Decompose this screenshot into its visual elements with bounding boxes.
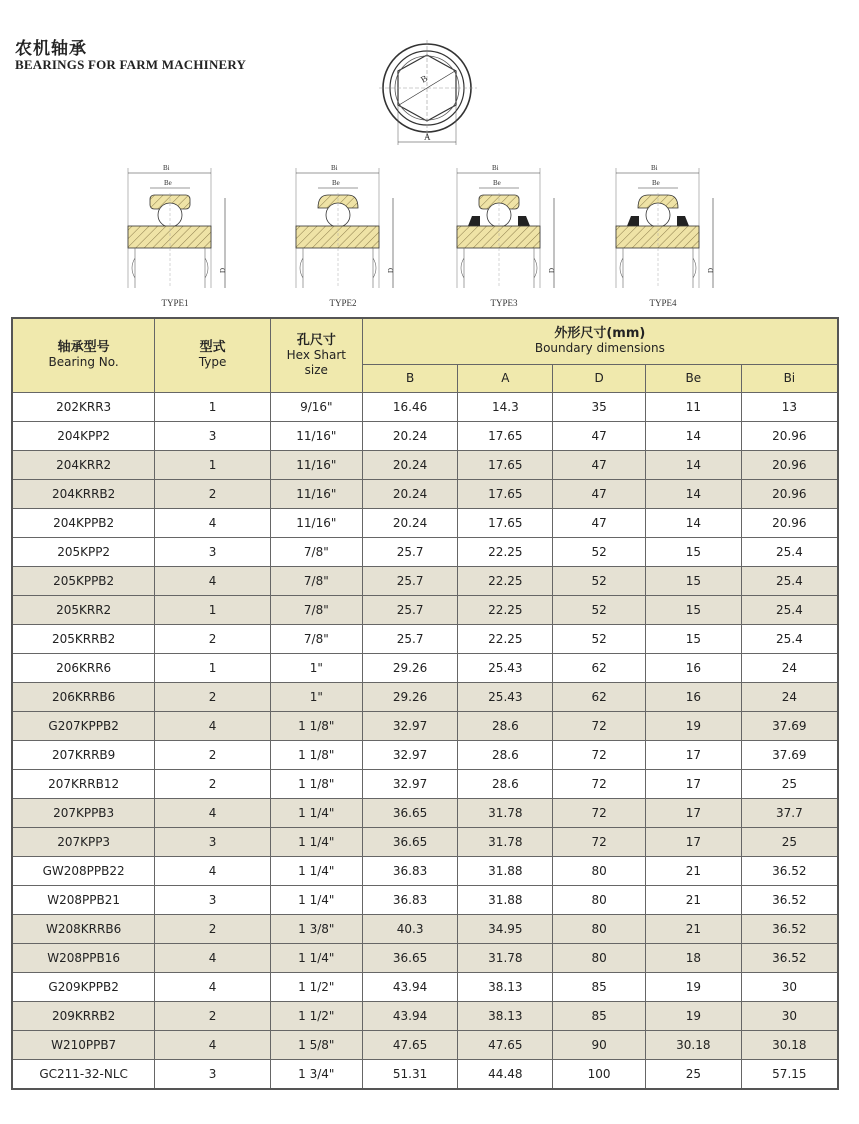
cell-dim-b: 29.26 (362, 682, 458, 711)
cell-dim-be: 19 (645, 711, 741, 740)
cell-bearing-no: 204KRR2 (12, 450, 155, 479)
cell-bearing-no: 205KPPB2 (12, 566, 155, 595)
type3-diagram (444, 158, 564, 308)
cell-dim-be: 15 (645, 566, 741, 595)
cell-dim-b: 32.97 (362, 769, 458, 798)
cell-dim-bi: 13 (741, 392, 838, 421)
cell-dim-be: 17 (645, 798, 741, 827)
cell-bearing-no: 204KRRB2 (12, 479, 155, 508)
cell-hex-size: 7/8" (270, 624, 362, 653)
cell-dim-be: 15 (645, 595, 741, 624)
cell-hex-size: 1 1/4" (270, 943, 362, 972)
cell-bearing-no: 209KRRB2 (12, 1001, 155, 1030)
cell-dim-b: 32.97 (362, 711, 458, 740)
cell-dim-b: 25.7 (362, 566, 458, 595)
cell-dim-b: 36.83 (362, 856, 458, 885)
cell-bearing-no: G209KPPB2 (12, 972, 155, 1001)
cell-bearing-no: 207KPPB3 (12, 798, 155, 827)
cell-type: 1 (155, 653, 271, 682)
cell-bearing-no: W208PPB16 (12, 943, 155, 972)
cell-dim-a: 31.88 (458, 885, 553, 914)
page-title-english: BEARINGS FOR FARM MACHINERY (15, 57, 247, 72)
type2-diagram (283, 158, 403, 308)
cell-dim-be: 14 (645, 421, 741, 450)
cell-hex-size: 7/8" (270, 566, 362, 595)
cell-bearing-no: 205KRR2 (12, 595, 155, 624)
cell-type: 1 (155, 595, 271, 624)
cell-dim-b: 32.97 (362, 740, 458, 769)
table-row (12, 943, 838, 972)
table-row (12, 595, 838, 624)
cell-type: 2 (155, 1001, 271, 1030)
cell-dim-d: 72 (553, 740, 646, 769)
cell-bearing-no: 206KRR6 (12, 653, 155, 682)
cell-dim-be: 16 (645, 682, 741, 711)
cell-dim-be: 17 (645, 827, 741, 856)
cell-hex-size: 7/8" (270, 537, 362, 566)
cell-dim-b: 20.24 (362, 479, 458, 508)
cell-dim-a: 38.13 (458, 972, 553, 1001)
cell-type: 4 (155, 566, 271, 595)
cell-hex-size: 11/16" (270, 508, 362, 537)
cell-dim-be: 14 (645, 508, 741, 537)
cell-hex-size: 1 1/4" (270, 827, 362, 856)
cell-dim-d: 47 (553, 450, 646, 479)
cell-bearing-no: 207KRRB12 (12, 769, 155, 798)
table-row (12, 508, 838, 537)
cell-dim-b: 16.46 (362, 392, 458, 421)
cell-dim-d: 35 (553, 392, 646, 421)
cell-dim-bi: 36.52 (741, 856, 838, 885)
cell-dim-be: 14 (645, 450, 741, 479)
cell-dim-a: 28.6 (458, 769, 553, 798)
svg-text:Bi: Bi (331, 164, 338, 172)
cell-bearing-no: W210PPB7 (12, 1030, 155, 1059)
cell-dim-a: 14.3 (458, 392, 553, 421)
cell-dim-b: 25.7 (362, 537, 458, 566)
table-row (12, 1001, 838, 1030)
cell-bearing-no: 204KPPB2 (12, 508, 155, 537)
svg-text:Bi: Bi (163, 164, 170, 172)
table-row (12, 827, 838, 856)
table-row (12, 1059, 838, 1089)
cell-bearing-no: 206KRRB6 (12, 682, 155, 711)
cell-dim-be: 21 (645, 914, 741, 943)
cell-dim-d: 80 (553, 943, 646, 972)
table-row (12, 566, 838, 595)
header-a: A (458, 364, 553, 392)
cell-hex-size: 1" (270, 682, 362, 711)
cell-dim-d: 72 (553, 711, 646, 740)
cell-dim-a: 25.43 (458, 653, 553, 682)
cell-type: 4 (155, 943, 271, 972)
cell-dim-b: 29.26 (362, 653, 458, 682)
table-row (12, 856, 838, 885)
cell-bearing-no: 202KRR3 (12, 392, 155, 421)
table-row (12, 914, 838, 943)
svg-text:D: D (548, 267, 556, 273)
cell-dim-a: 31.88 (458, 856, 553, 885)
cell-dim-b: 25.7 (362, 624, 458, 653)
cell-dim-b: 43.94 (362, 1001, 458, 1030)
cell-hex-size: 1 3/4" (270, 1059, 362, 1089)
cell-dim-a: 28.6 (458, 740, 553, 769)
header-hex-size: 孔尺寸 Hex Shart size (270, 318, 362, 392)
cell-bearing-no: 207KRRB9 (12, 740, 155, 769)
type2-label: TYPE2 (329, 298, 357, 308)
table-body (12, 392, 838, 1089)
cell-dim-d: 90 (553, 1030, 646, 1059)
cell-dim-bi: 37.69 (741, 711, 838, 740)
svg-text:Bi: Bi (492, 164, 499, 172)
cell-dim-b: 36.65 (362, 798, 458, 827)
cell-hex-size: 11/16" (270, 421, 362, 450)
cell-dim-a: 22.25 (458, 566, 553, 595)
cell-dim-a: 28.6 (458, 711, 553, 740)
cell-hex-size: 1 1/8" (270, 711, 362, 740)
cell-dim-b: 51.31 (362, 1059, 458, 1089)
cell-dim-d: 80 (553, 885, 646, 914)
cell-dim-bi: 24 (741, 653, 838, 682)
cell-type: 4 (155, 508, 271, 537)
cell-dim-d: 72 (553, 769, 646, 798)
cell-bearing-no: 204KPP2 (12, 421, 155, 450)
cell-dim-be: 21 (645, 856, 741, 885)
cell-dim-b: 40.3 (362, 914, 458, 943)
cell-dim-bi: 25.4 (741, 624, 838, 653)
cell-dim-be: 25 (645, 1059, 741, 1089)
cell-dim-a: 25.43 (458, 682, 553, 711)
cell-dim-d: 52 (553, 595, 646, 624)
cell-dim-be: 17 (645, 769, 741, 798)
cell-dim-bi: 57.15 (741, 1059, 838, 1089)
svg-text:Be: Be (652, 179, 660, 187)
cell-dim-d: 52 (553, 624, 646, 653)
cell-dim-be: 30.18 (645, 1030, 741, 1059)
cell-bearing-no: G207KPPB2 (12, 711, 155, 740)
cell-dim-d: 47 (553, 421, 646, 450)
cell-type: 4 (155, 798, 271, 827)
cell-dim-bi: 36.52 (741, 885, 838, 914)
cell-dim-d: 72 (553, 827, 646, 856)
cell-dim-b: 20.24 (362, 421, 458, 450)
cell-dim-bi: 37.69 (741, 740, 838, 769)
cell-dim-d: 72 (553, 798, 646, 827)
svg-text:Bi: Bi (651, 164, 658, 172)
table-row (12, 885, 838, 914)
cell-hex-size: 7/8" (270, 595, 362, 624)
cell-hex-size: 1 1/4" (270, 856, 362, 885)
cell-dim-a: 38.13 (458, 1001, 553, 1030)
cell-dim-a: 34.95 (458, 914, 553, 943)
cell-type: 1 (155, 392, 271, 421)
cell-bearing-no: 205KRRB2 (12, 624, 155, 653)
cell-dim-d: 80 (553, 914, 646, 943)
type4-diagram (603, 158, 723, 308)
svg-text:Be: Be (164, 179, 172, 187)
cell-dim-a: 22.25 (458, 624, 553, 653)
cell-hex-size: 9/16" (270, 392, 362, 421)
table-row (12, 740, 838, 769)
type4-bearing-icon (603, 158, 723, 298)
type3-label: TYPE3 (490, 298, 518, 308)
ring-bore-diagram (377, 30, 482, 148)
table-row (12, 769, 838, 798)
cell-type: 4 (155, 711, 271, 740)
cell-dim-a: 17.65 (458, 508, 553, 537)
cell-type: 1 (155, 450, 271, 479)
cell-type: 2 (155, 624, 271, 653)
cell-dim-a: 22.25 (458, 537, 553, 566)
cell-type: 2 (155, 914, 271, 943)
cell-dim-bi: 30 (741, 972, 838, 1001)
cell-dim-d: 85 (553, 972, 646, 1001)
cell-dim-a: 17.65 (458, 479, 553, 508)
table-row (12, 682, 838, 711)
svg-text:Be: Be (332, 179, 340, 187)
cell-dim-d: 80 (553, 856, 646, 885)
type3-bearing-icon (444, 158, 564, 298)
cell-type: 2 (155, 769, 271, 798)
cell-bearing-no: GW208PPB22 (12, 856, 155, 885)
cell-dim-b: 47.65 (362, 1030, 458, 1059)
cell-dim-a: 31.78 (458, 798, 553, 827)
cell-dim-bi: 25.4 (741, 566, 838, 595)
cell-dim-be: 18 (645, 943, 741, 972)
cell-dim-d: 85 (553, 1001, 646, 1030)
cell-type: 3 (155, 827, 271, 856)
table-row (12, 624, 838, 653)
type1-bearing-icon (115, 158, 235, 298)
cell-dim-b: 36.65 (362, 943, 458, 972)
cell-dim-bi: 36.52 (741, 943, 838, 972)
cell-type: 3 (155, 537, 271, 566)
cell-dim-be: 16 (645, 653, 741, 682)
cell-dim-be: 15 (645, 624, 741, 653)
header-bi: Bi (741, 364, 838, 392)
svg-text:D: D (219, 267, 227, 273)
cell-dim-bi: 37.7 (741, 798, 838, 827)
cell-dim-a: 31.78 (458, 943, 553, 972)
cell-type: 4 (155, 856, 271, 885)
cell-type: 4 (155, 1030, 271, 1059)
type1-label: TYPE1 (161, 298, 189, 308)
type1-diagram (115, 158, 235, 308)
type2-bearing-icon (283, 158, 403, 298)
cell-bearing-no: W208PPB21 (12, 885, 155, 914)
cell-hex-size: 1 1/4" (270, 798, 362, 827)
cell-type: 3 (155, 885, 271, 914)
cell-dim-be: 14 (645, 479, 741, 508)
cell-dim-bi: 25 (741, 827, 838, 856)
cell-dim-d: 47 (553, 479, 646, 508)
header-b: B (362, 364, 458, 392)
cell-dim-b: 25.7 (362, 595, 458, 624)
cell-type: 3 (155, 1059, 271, 1089)
cell-dim-be: 17 (645, 740, 741, 769)
cell-bearing-no: 205KPP2 (12, 537, 155, 566)
cell-dim-bi: 20.96 (741, 479, 838, 508)
cell-hex-size: 1 1/4" (270, 885, 362, 914)
cell-hex-size: 1 5/8" (270, 1030, 362, 1059)
cell-dim-bi: 30 (741, 1001, 838, 1030)
cell-hex-size: 11/16" (270, 479, 362, 508)
cell-hex-size: 1 1/8" (270, 740, 362, 769)
cell-dim-a: 31.78 (458, 827, 553, 856)
cell-dim-bi: 25.4 (741, 595, 838, 624)
cell-dim-bi: 20.96 (741, 421, 838, 450)
cell-dim-a: 47.65 (458, 1030, 553, 1059)
header-boundary-dimensions: 外形尺寸(mm) Boundary dimensions (362, 318, 838, 364)
cell-dim-d: 100 (553, 1059, 646, 1089)
bearing-spec-table (11, 317, 839, 1090)
table-row (12, 798, 838, 827)
cell-dim-be: 19 (645, 972, 741, 1001)
cell-dim-d: 52 (553, 566, 646, 595)
table-row (12, 711, 838, 740)
cell-dim-a: 17.65 (458, 421, 553, 450)
cell-bearing-no: 207KPP3 (12, 827, 155, 856)
cell-hex-size: 11/16" (270, 450, 362, 479)
cell-bearing-no: GC211-32-NLC (12, 1059, 155, 1089)
cell-dim-bi: 25 (741, 769, 838, 798)
header-d: D (553, 364, 646, 392)
cell-dim-a: 17.65 (458, 450, 553, 479)
cell-dim-be: 21 (645, 885, 741, 914)
table-row (12, 421, 838, 450)
cell-dim-be: 15 (645, 537, 741, 566)
table-row (12, 450, 838, 479)
table-row (12, 1030, 838, 1059)
cell-dim-b: 43.94 (362, 972, 458, 1001)
cell-dim-b: 20.24 (362, 450, 458, 479)
cell-type: 2 (155, 682, 271, 711)
cell-hex-size: 1 1/8" (270, 769, 362, 798)
cell-dim-a: 44.48 (458, 1059, 553, 1089)
cell-type: 3 (155, 421, 271, 450)
header-type: 型式 Type (155, 318, 271, 392)
cell-dim-be: 11 (645, 392, 741, 421)
cell-dim-bi: 36.52 (741, 914, 838, 943)
table-row (12, 653, 838, 682)
type4-label: TYPE4 (649, 298, 677, 308)
cell-dim-bi: 20.96 (741, 450, 838, 479)
svg-text:B: B (419, 73, 430, 85)
cell-dim-d: 62 (553, 682, 646, 711)
cell-dim-bi: 20.96 (741, 508, 838, 537)
cell-dim-d: 62 (553, 653, 646, 682)
cell-hex-size: 1 1/2" (270, 972, 362, 1001)
cell-dim-a: 22.25 (458, 595, 553, 624)
cell-dim-bi: 24 (741, 682, 838, 711)
header-be: Be (645, 364, 741, 392)
cell-type: 2 (155, 740, 271, 769)
cell-dim-bi: 25.4 (741, 537, 838, 566)
cell-dim-b: 20.24 (362, 508, 458, 537)
cell-hex-size: 1 1/2" (270, 1001, 362, 1030)
svg-text:Be: Be (493, 179, 501, 187)
cell-type: 2 (155, 479, 271, 508)
cell-dim-be: 19 (645, 1001, 741, 1030)
svg-text:A: A (424, 132, 431, 142)
cell-type: 4 (155, 972, 271, 1001)
table-row (12, 537, 838, 566)
cell-dim-d: 47 (553, 508, 646, 537)
cell-dim-b: 36.83 (362, 885, 458, 914)
cell-hex-size: 1 3/8" (270, 914, 362, 943)
cell-dim-d: 52 (553, 537, 646, 566)
page-title-chinese: 农机轴承 (15, 39, 87, 59)
table-row (12, 392, 838, 421)
table-row (12, 972, 838, 1001)
cell-hex-size: 1" (270, 653, 362, 682)
svg-text:D: D (387, 267, 395, 273)
header-bearing-no: 轴承型号 Bearing No. (12, 318, 155, 392)
table-row (12, 479, 838, 508)
cell-dim-bi: 30.18 (741, 1030, 838, 1059)
cell-dim-b: 36.65 (362, 827, 458, 856)
cell-bearing-no: W208KRRB6 (12, 914, 155, 943)
svg-text:D: D (707, 267, 715, 273)
